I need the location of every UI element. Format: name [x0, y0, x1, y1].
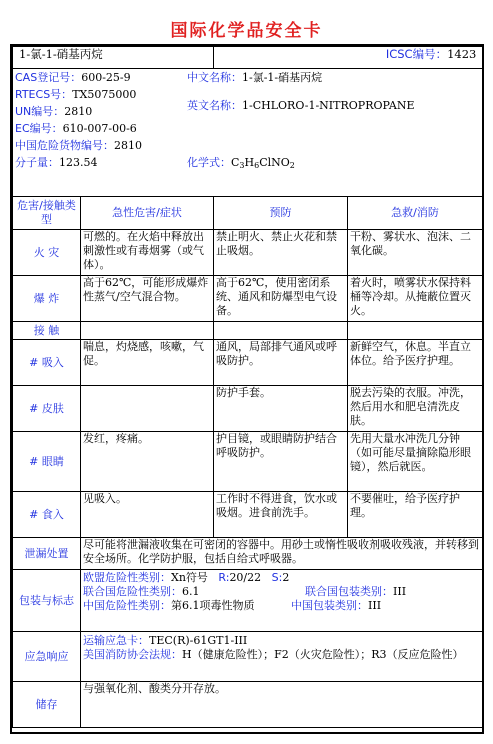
identifiers-block — [13, 69, 482, 195]
hazard-row-inhalation — [13, 340, 483, 386]
hazard-acute: 发红，疼痛。 — [81, 432, 214, 492]
chemical-name: 1-氯-1-硝基丙烷 — [13, 47, 214, 69]
emergency-row — [13, 632, 483, 682]
transport-emergency-card: 运输应急卡：TEC(R)-61GT1-III — [83, 634, 248, 647]
hazard-row-skin — [13, 386, 483, 432]
header-first-aid: 急救/消防 — [348, 197, 483, 230]
hazard-first-aid: 脱去污染的衣服。冲洗，然后用水和肥皂清洗皮肤。 — [348, 386, 483, 432]
hazard-prevention: 高于62℃，使用密闭系统、通风和防爆型电气设备。 — [214, 276, 348, 322]
name-row — [13, 47, 483, 69]
hazard-row-explosion — [13, 276, 483, 322]
rtecs-number: RTECS号：TX5075000 — [15, 88, 137, 101]
hazard-row-fire — [13, 230, 483, 276]
spill-label: 泄漏处置 — [13, 538, 81, 570]
eu-classification: 欧盟危险性类别：Xn符号 R:20/22 S:2 — [83, 571, 290, 584]
storage-label: 储存 — [13, 682, 81, 728]
hazard-label: # 眼睛 — [13, 432, 81, 492]
storage-row — [13, 682, 483, 728]
hazard-label: 接 触 — [13, 322, 81, 340]
cn-dangerous-goods-number: 中国危险货物编号：2810 — [15, 139, 142, 152]
hazard-prevention: 工作时不得进食，饮水或吸烟。进食前洗手。 — [214, 492, 348, 538]
spill-row — [13, 538, 483, 570]
storage-text: 与强氧化剂、酸类分开存放。 — [81, 682, 483, 728]
packaging-label: 包装与标志 — [13, 570, 81, 632]
cas-number: CAS登记号：600-25-9 — [15, 71, 131, 84]
molecular-weight: 分子量：123.54 — [15, 156, 98, 169]
hazard-label: # 吸入 — [13, 340, 81, 386]
hazard-first-aid: 新鲜空气，休息。半直立体位。给予医疗护理。 — [348, 340, 483, 386]
hazard-prevention: 通风，局部排气通风或呼吸防护。 — [214, 340, 348, 386]
hazard-acute — [81, 386, 214, 432]
identifiers-row — [13, 69, 483, 197]
header-prevention: 预防 — [214, 197, 348, 230]
hazard-first-aid: 先用大量水冲洗几分钟（如可能尽量摘除隐形眼镜），然后就医。 — [348, 432, 483, 492]
hazard-acute — [81, 322, 214, 340]
hazard-row-ingestion — [13, 492, 483, 538]
un-classification: 联合国危险性类别：6.1 联合国包装类别：III — [83, 585, 407, 598]
hazard-row-eyes — [13, 432, 483, 492]
hazard-label: 火 灾 — [13, 230, 81, 276]
header-type: 危害/接触类型 — [13, 197, 81, 230]
hazard-acute: 见吸入。 — [81, 492, 214, 538]
hazard-acute: 高于62℃，可能形成爆炸性蒸气/空气混合物。 — [81, 276, 214, 322]
ec-number: EC编号：610-007-00-6 — [15, 122, 137, 135]
english-name: 英文名称：1-CHLORO-1-NITROPROPANE — [187, 99, 415, 112]
safety-card-table — [12, 46, 483, 728]
hazard-label: 爆 炸 — [13, 276, 81, 322]
hazard-first-aid: 着火时，喷雾状水保持料桶等冷却。从掩蔽位置灭火。 — [348, 276, 483, 322]
chinese-name: 中文名称：1-氯-1-硝基丙烷 — [187, 71, 323, 84]
un-number: UN编号：2810 — [15, 105, 93, 118]
packaging-row — [13, 570, 483, 632]
spill-text: 尽可能将泄漏液收集在可密闭的容器中。用砂土或惰性吸收剂吸收残液，并转移到安全场所。化学防护服，包括自给式呼吸器。 — [81, 538, 483, 570]
card-title: 国际化学品安全卡 — [170, 21, 323, 41]
chemical-formula: 化学式：$C_3H_6ClNO_2$ — [187, 156, 295, 170]
hazard-row-exposure — [13, 322, 483, 340]
header-acute: 急性危害/症状 — [81, 197, 214, 230]
hazard-label: # 皮肤 — [13, 386, 81, 432]
hazard-first-aid — [348, 322, 483, 340]
hazard-prevention: 防护手套。 — [214, 386, 348, 432]
safety-card-sheet — [10, 44, 484, 734]
hazard-acute: 可燃的。在火焰中释放出刺激性或有毒烟雾（或气体）。 — [81, 230, 214, 276]
hazard-prevention: 禁止明火、禁止火花和禁止吸烟。 — [214, 230, 348, 276]
nfpa-code: 美国消防协会法规：H（健康危险性）；F2（火灾危险性）；R3（反应危险性） — [83, 648, 464, 661]
hazard-label: # 食入 — [13, 492, 81, 538]
emergency-label: 应急响应 — [13, 632, 81, 682]
hazard-first-aid: 干粉、雾状水、泡沫、二氧化碳。 — [348, 230, 483, 276]
hazard-prevention: 护目镜，或眼睛防护结合呼吸防护。 — [214, 432, 348, 492]
icsc-number: ICSC编号：1423 — [214, 47, 483, 69]
hazard-prevention — [214, 322, 348, 340]
hazard-first-aid: 不要催吐，给予医疗护理。 — [348, 492, 483, 538]
hazard-header-row — [13, 197, 483, 230]
cn-classification: 中国危险性类别：第6.1项毒性物质 中国包装类别：III — [83, 599, 382, 612]
hazard-acute: 喘息，灼烧感，咳嗽，气促。 — [81, 340, 214, 386]
